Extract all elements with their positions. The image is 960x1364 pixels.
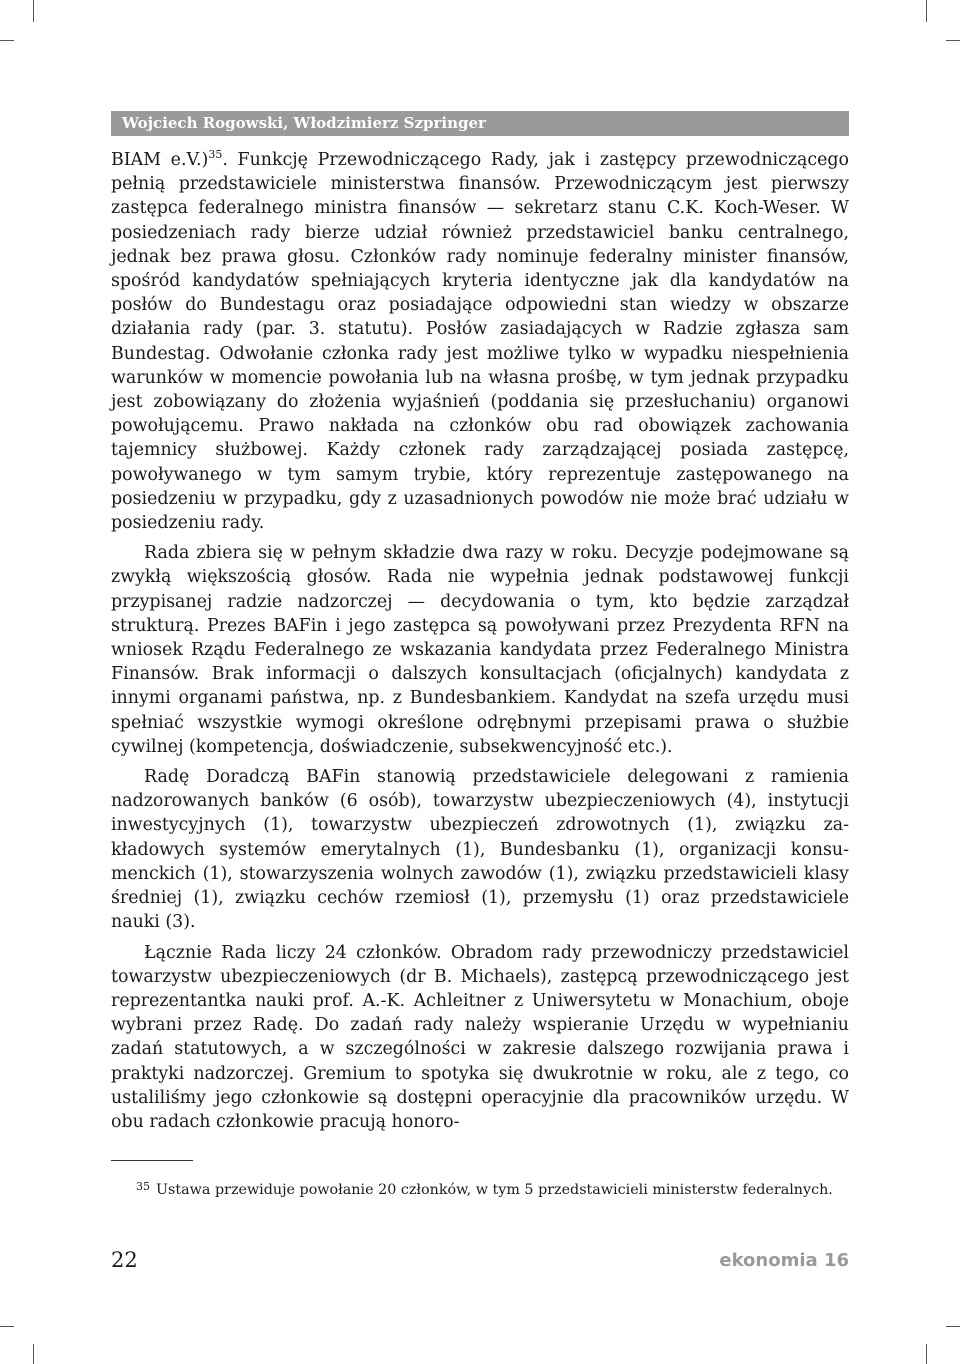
footnote-reference[interactable]: 35 bbox=[208, 148, 223, 162]
crop-mark-bottom-right bbox=[926, 1344, 927, 1364]
crop-mark-right-bottom bbox=[946, 1326, 960, 1327]
journal-name: ekonomia 16 bbox=[719, 1250, 849, 1271]
paragraph-1 bbox=[111, 148, 849, 535]
paragraph-1-rest: . Funkcję Przewodniczącego Rady, jak i zastępcy przewodniczącego pełnią przedstawiciele ministerstwa finansów. Przewodniczącym jest pierwszy zastępca federalnego ministra finansów — sekretarz stanu C.K. Koch-Weser. W posiedzeniach rady bierze udział również przedstawiciel banku centralnego, jednak bez prawa głosu. Członków rady nominuje federalny minister finansów, spośród kandydatów spełniających kryteria identyczne jak dla kandydatów na posłów do Bundestagu oraz posiadające odpowiedni stan wiedzy w obszarze działania rady (par. 3. statutu). Posłów zasiadających w Radzie zgłasza sam Bundestag. Odwołanie członka rady jest możliwe tylko w wypadku niespełnienia warunków w momencie powołania lub na własna prośbę, w tym jednak przypadku jest zobowiązany do złożenia wyjaśnień (poddania się przesłuchaniu) organowi powołującemu. Prawo nakłada na członków obu rad obowiązek zachowania tajemnicy służbowej. Każdy członek rady zarządzającej posiada zastępcę, powoływanego w tym samym trybie, który reprezentuje zastępowanego na posiedzeniu w przypadku, gdy z uzasadnionych powodów nie może brać udziału w posiedzeniu rady. bbox=[111, 150, 849, 534]
paragraph-4: Łącznie Rada liczy 24 członków. Obradom rady przewodniczy przedstawiciel towarzystw ubezpieczeniowych (dr B. Michaels), zastępcą przewodniczącego jest reprezentantka nauki prof. A.-K. Achleitner z Uniwersytetu w Monachium, oboje wybrani przez Radę. Do zadań rady należy wspieranie Urzędu w wypełnianiu zadań statutowych, a w szczególności w zakresie dalszego rozwijania prawa i praktyki nadzorczej. Gremium to spotyka się dwukrotnie w roku, ale z tego, co ustaliliśmy jego członkowie są dostępni operacyjnie dla pracowników urzędu. W obu radach członkowie pracują honoro- bbox=[111, 942, 849, 1132]
running-header bbox=[111, 111, 849, 136]
footnote: 35 Ustawa przewiduje powołanie 20 członków, w tym 5 przedstawicieli ministerstw federalnych. bbox=[136, 1180, 833, 1198]
footnote-separator bbox=[111, 1160, 193, 1161]
paragraph-2: Rada zbiera się w pełnym składzie dwa razy w roku. Decyzje podejmowane są zwykłą większością głosów. Rada nie wypełnia jednak podstawowej funkcji przypisanej radzie nadzorczej — decydowania o tym, kto będzie zarządzał strukturą. Prezes BAFin i jego zastępca są powoływani przez Prezydenta RFN na wniosek Rządu Federalnego ze wskazania kandydata przez Federalnego Ministra Finansów. Brak informacji o dalszych konsultacjach (oficjalnych) kandydata z innymi organami państwa, np. z Bundesbankiem. Kandydat na szefa urzędu musi spełniać wszystkie wymogi określone odrębnymi przepisami prawa o służbie cywilnej (kompetencja, doświadczenie, subsekwencyjność etc.). bbox=[111, 543, 849, 757]
header-authors: Wojciech Rogowski, Włodzimierz Szpringer bbox=[122, 114, 486, 132]
paragraph-1-start: BIAM e.V.) bbox=[111, 150, 209, 170]
crop-mark-left-top bbox=[0, 40, 14, 41]
footnote-text: Ustawa przewiduje powołanie 20 członków, w tym 5 przedstawicieli ministerstw federalnych. bbox=[156, 1182, 833, 1198]
paragraph-3: Radę Doradczą BAFin stanowią przedstawiciele delegowani z ramienia nadzorowanych banków (6 osób), towarzystw ubezpieczeniowych (4), instytucji inwestycyjnych (1), towarzystw ubezpieczeń zdrowotnych (1), związku zakładowych systemów emerytalnych (1), Bundesbanku (1), organizacji konsumenckich (1), stowarzyszenia wolnych zawodów (1), związku przedstawicieli klasy średniej (1), związku cechów rzemiosł (1), przemysłu (1) oraz przedstawiciele nauki (3). bbox=[111, 767, 849, 933]
page-number: 22 bbox=[111, 1248, 138, 1272]
crop-mark-right-top bbox=[946, 40, 960, 41]
crop-mark-bottom-left bbox=[33, 1344, 34, 1364]
crop-mark-top-left bbox=[33, 0, 34, 22]
crop-mark-top-right bbox=[926, 0, 927, 22]
article-body bbox=[111, 148, 849, 1134]
crop-mark-left-bottom bbox=[0, 1326, 14, 1327]
